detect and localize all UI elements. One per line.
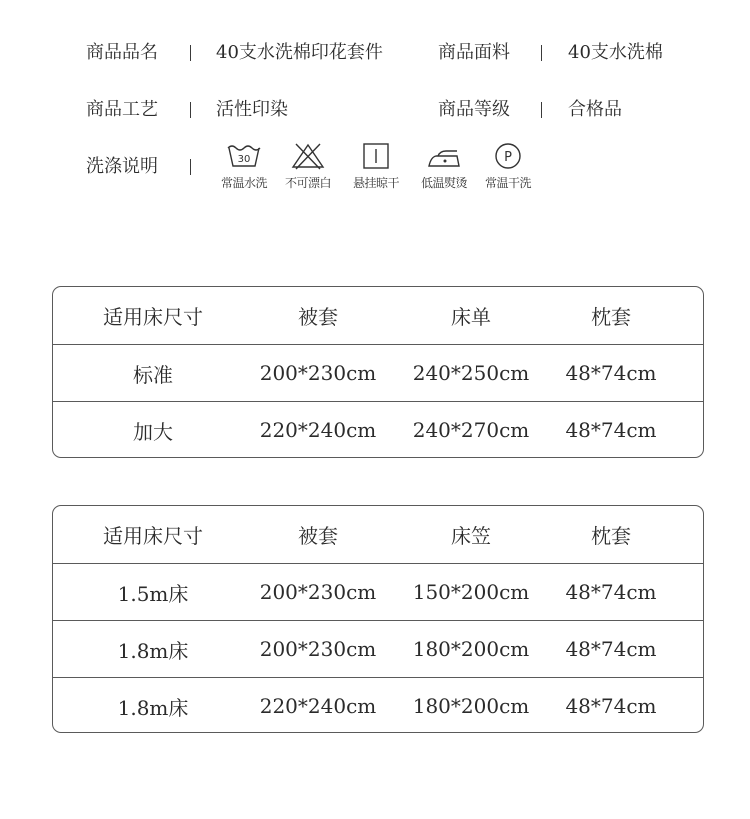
wash-30-icon	[226, 142, 262, 170]
table-row	[53, 563, 703, 620]
header-cell: 被套	[298, 305, 338, 329]
dry-clean-icon	[490, 142, 526, 170]
wash-temp-text: 30	[237, 154, 251, 165]
table-row	[53, 344, 703, 401]
separator	[541, 45, 542, 61]
info-label-grade: 商品等级	[438, 99, 510, 120]
info-value-grade: 合格品	[568, 99, 622, 120]
table-cell: 1.8m床	[117, 638, 189, 663]
table-cell: 200*230cm	[259, 637, 377, 661]
info-row-2	[0, 95, 750, 125]
care-item-dry-clean	[476, 142, 540, 191]
separator	[190, 45, 191, 61]
info-value-name: 40支水洗棉印花套件	[216, 42, 383, 63]
table-cell: 48*74cm	[565, 361, 657, 385]
care-item-low-iron	[412, 142, 476, 191]
table-cell: 240*250cm	[412, 361, 530, 385]
table-cell: 220*240cm	[259, 694, 377, 718]
size-table-fitted	[52, 505, 704, 733]
table-cell: 48*74cm	[565, 694, 657, 718]
table-header-row	[53, 506, 703, 563]
care-item-hang-dry	[344, 142, 408, 191]
table-cell: 220*240cm	[259, 418, 377, 442]
info-row-1	[0, 38, 750, 68]
header-cell: 枕套	[591, 305, 631, 329]
table-header-row	[53, 287, 703, 344]
dry-clean-letter: P	[504, 150, 512, 165]
info-label-name: 商品品名	[86, 42, 158, 63]
info-value-process: 活性印染	[216, 99, 288, 120]
table-cell: 加大	[133, 419, 173, 444]
care-label-dry-clean: 常温干洗	[484, 176, 531, 190]
table-cell: 180*200cm	[412, 637, 530, 661]
care-item-wash	[212, 142, 276, 191]
size-table-sheet	[52, 286, 704, 458]
care-label-low-iron: 低温熨烫	[420, 176, 467, 190]
care-label-no-bleach: 不可漂白	[284, 176, 331, 190]
separator	[190, 159, 191, 175]
info-label-fabric: 商品面料	[438, 42, 510, 63]
separator	[541, 102, 542, 118]
no-bleach-icon	[290, 142, 326, 170]
table-cell: 48*74cm	[565, 580, 657, 604]
care-item-no-bleach	[276, 142, 340, 191]
header-cell: 床单	[451, 305, 491, 329]
header-cell: 枕套	[591, 524, 631, 548]
table-row	[53, 677, 703, 733]
header-cell: 床笠	[451, 524, 491, 548]
care-label-wash: 常温水洗	[220, 176, 267, 190]
care-icons	[212, 142, 552, 202]
table-cell: 1.8m床	[117, 695, 189, 720]
table-cell: 48*74cm	[565, 637, 657, 661]
table-cell: 200*230cm	[259, 361, 377, 385]
table-cell: 180*200cm	[412, 694, 530, 718]
info-value-fabric: 40支水洗棉	[568, 42, 663, 63]
separator	[190, 102, 191, 118]
header-cell: 被套	[298, 524, 338, 548]
care-label: 洗涤说明	[86, 156, 158, 177]
table-cell: 200*230cm	[259, 580, 377, 604]
table-cell: 标准	[133, 362, 173, 387]
table-cell: 150*200cm	[412, 580, 530, 604]
table-cell: 48*74cm	[565, 418, 657, 442]
table-cell: 240*270cm	[412, 418, 530, 442]
low-iron-icon	[426, 142, 462, 170]
info-label-process: 商品工艺	[86, 99, 158, 120]
header-cell: 适用床尺寸	[103, 524, 203, 548]
table-row	[53, 401, 703, 458]
care-label-hang-dry: 悬挂晾干	[352, 176, 399, 190]
table-row	[53, 620, 703, 677]
header-cell: 适用床尺寸	[103, 305, 203, 329]
hang-dry-icon	[358, 142, 394, 170]
table-cell: 1.5m床	[117, 581, 189, 606]
